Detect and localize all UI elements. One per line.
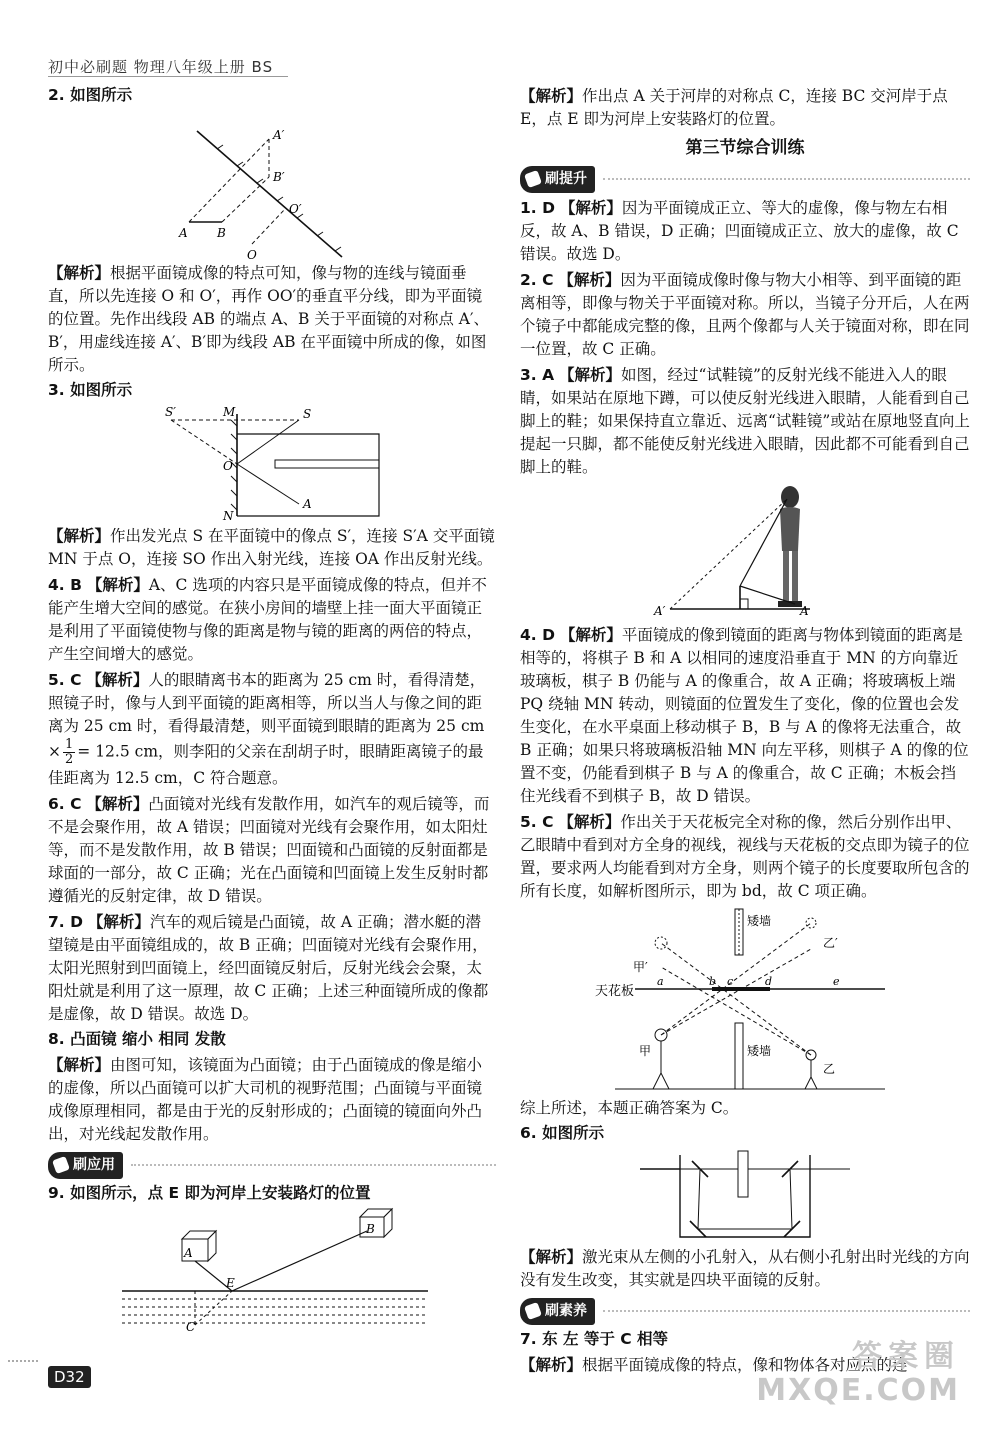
figure-q2 bbox=[177, 109, 367, 259]
q2-analysis-text: 根据平面镜成像的特点可知，像与物的连线与镜面垂直，所以先连接 O 和 O′，再作 OO′的垂直平分线，即为平面镜的位置。先作出线段 AB 的端点 A、B 关于平面镜的对称点 A′、B′，用虚线连接 A′、B′即为线段 AB 在平面镜中所成的像，如图所示。 bbox=[48, 264, 490, 374]
q5-answer: 5. C bbox=[48, 671, 82, 689]
figure-q3 bbox=[157, 404, 387, 522]
r6-analysis-tag: 【解析】 bbox=[520, 1247, 583, 1266]
r2-answer: 2. C bbox=[520, 271, 554, 289]
footer-dots bbox=[8, 1360, 38, 1362]
label-jia-prime: 甲′ bbox=[633, 960, 648, 974]
q6-answer: 6. C bbox=[48, 795, 82, 813]
q6-analysis-tag: 【解析】 bbox=[86, 794, 149, 813]
q2-analysis-tag: 【解析】 bbox=[48, 263, 111, 282]
r6-analysis-text: 激光束从左侧的小孔射入，从右侧小孔射出时光线的方向没有发生改变，其实就是四块平面镜的反射。 bbox=[520, 1248, 970, 1289]
label-wall-bottom: 矮墙 bbox=[747, 1044, 772, 1058]
pen-icon bbox=[524, 170, 542, 188]
label-n: N bbox=[223, 509, 234, 522]
banner-apply: 刷应用 bbox=[48, 1152, 496, 1178]
r6-intro: 6. 如图所示 bbox=[520, 1124, 605, 1142]
label-wall-top: 矮墙 bbox=[747, 914, 772, 928]
pen-icon bbox=[52, 1156, 70, 1174]
label-a: A bbox=[184, 1246, 193, 1260]
left-column bbox=[48, 84, 496, 1335]
label-e: E bbox=[226, 1276, 235, 1290]
label-a-prime: A′ bbox=[273, 128, 285, 142]
q9-intro: 9. 如图所示，点 E 即为河岸上安装路灯的位置 bbox=[48, 1184, 371, 1202]
r5-analysis-text: 作出关于天花板完全对称的像，然后分别作出甲、乙眼睛中看到对方全身的视线，视线与天花板的交点即为镜子的位置，要求两人均能看到对方全身，则两个镜子的长度要取所包含的所有长度，如解析图所示，即为 bd，故 C 项正确。 bbox=[520, 813, 970, 900]
label-s-prime: S′ bbox=[165, 405, 176, 419]
label-ceiling: 天花板 bbox=[595, 984, 635, 999]
q5-fraction: $\frac{1}{2}$ bbox=[65, 737, 74, 767]
r4-analysis-tag: 【解析】 bbox=[559, 625, 622, 644]
q8-analysis-tag: 【解析】 bbox=[48, 1055, 111, 1074]
label-s: S bbox=[303, 407, 312, 421]
q7-answer: 7. D bbox=[48, 913, 83, 931]
page-header: 初中必刷题 物理八年级上册 BS bbox=[48, 58, 274, 76]
label-a: A bbox=[303, 497, 312, 511]
label-yi: 乙 bbox=[823, 1062, 836, 1076]
watermark: 答案圈 MXQE.COM bbox=[756, 1339, 960, 1408]
label-b: B bbox=[217, 226, 226, 240]
r5-answer: 5. C bbox=[520, 813, 554, 831]
q3-analysis-text: 作出发光点 S 在平面镜中的像点 S′，连接 S′A 交平面镜 MN 于点 O，连接 SO 作出入射光线，连接 OA 作出反射光线。 bbox=[48, 527, 495, 568]
r5-analysis-tag: 【解析】 bbox=[558, 812, 621, 831]
r3-analysis-text: 如图，经过“试鞋镜”的反射光线不能进入人的眼睛，如果站在原地下蹲，可以使反射光线进入眼睛，人能看到自己脚上的鞋；如果保持直立靠近、远离“试鞋镜”或站在原地竖直向上提起一只脚，都不能使反射光线进入眼睛，因此都不可能看到自己脚上的鞋。 bbox=[520, 366, 970, 476]
q3-intro: 3. 如图所示 bbox=[48, 381, 133, 399]
label-b: B bbox=[366, 1222, 375, 1236]
figure-q9 bbox=[112, 1207, 432, 1333]
label-c: C bbox=[186, 1320, 196, 1333]
label-e: e bbox=[833, 975, 840, 988]
r7-answer: 7. 东 左 等于 C 相等 bbox=[520, 1330, 669, 1348]
q8-analysis-text: 由图可知，该镜面为凸面镜；由于凸面镜成的像是缩小的虚像，所以凸面镜可以扩大司机的视野范围；凸面镜与平面镜成像原理相同，都是由于光的反射形成的；凸面镜的镜面向外凸出，对光线起发散作用。 bbox=[48, 1056, 483, 1143]
figure-r5 bbox=[595, 905, 895, 1095]
label-o: O bbox=[247, 248, 257, 259]
r7-analysis-text: 根据平面镜成像的特点，像和物体各对应点的连 bbox=[582, 1356, 908, 1374]
label-m: M bbox=[223, 405, 236, 419]
r5-conclusion: 综上所述，本题正确答案为 C。 bbox=[520, 1099, 739, 1117]
label-c: c bbox=[727, 975, 734, 988]
label-jia: 甲 bbox=[639, 1044, 652, 1058]
r2-analysis-text: 因为平面镜成像时像与物大小相等、到平面镜的距离相等，即像与物关于平面镜对称。所以，当镜子分开后，人在两个镜子中都能成完整的像，且两个像都与人关于镜面对称，即在同一位置，故 C 正确。 bbox=[520, 271, 970, 358]
r2-analysis-tag: 【解析】 bbox=[558, 270, 621, 289]
r1-answer: 1. D bbox=[520, 199, 555, 217]
label-a-prime: A′ bbox=[654, 604, 666, 618]
q7-analysis-tag: 【解析】 bbox=[87, 912, 150, 931]
label-a: a bbox=[657, 975, 664, 988]
q4-analysis-tag: 【解析】 bbox=[86, 575, 149, 594]
label-a: A bbox=[179, 226, 188, 240]
label-o-prime: O′ bbox=[289, 202, 302, 216]
r4-analysis-text: 平面镜成的像到镜面的距离与物体到镜面的距离是相等的，将棋子 B 和 A 以相同的速度沿垂直于 MN 的方向靠近玻璃板，棋子 B 仍能与 A 的像重合，故 A 正确；将玻璃板上端 PQ 绕轴 MN 转动，则镜面的位置发生了变化，像的位置也会发生变化，在水平桌面上移动棋子 B，B 与 A 的像将无法重合，故 B 正确；如果只将玻璃板沿轴 MN 向左平移，则棋子 A 的像的位置不变，仍能看到棋子 B 与 A 的像重合，故 C 正确；木板会挡住光线看不到棋子 B，故 D 错误。 bbox=[520, 626, 969, 805]
label-o: O bbox=[223, 459, 233, 473]
q4-analysis-text: A、C 选项的内容只是平面镜成像的特点，但并不能产生增大空间的感觉。在狭小房间的墙壁上挂一面大平面镜正是利用了平面镜使物与像的距离是物与镜的距离的两倍的特点，产生空间增大的感觉。 bbox=[48, 576, 487, 663]
q5-analysis-text-b: = 12.5 cm，则李阳的父亲在刮胡子时，眼睛距离镜子的最佳距离为 12.5 cm，C 符合题意。 bbox=[48, 742, 484, 787]
label-a: A bbox=[800, 604, 809, 618]
q5-analysis-text-a: 人的眼睛离书本的距离为 25 cm 时，看得清楚，照镜子时，像与人到平面镜的距离相等，所以当人与像之间的距离为 25 cm 时，看得最清楚，则平面镜到眼睛的距离为 25 cm × bbox=[48, 671, 486, 761]
label-yi-prime: 乙′ bbox=[823, 936, 838, 950]
q4-answer: 4. B bbox=[48, 576, 82, 594]
pen-icon bbox=[524, 1302, 542, 1320]
r7-analysis-tag: 【解析】 bbox=[520, 1355, 583, 1374]
r1-analysis-tag: 【解析】 bbox=[559, 198, 622, 217]
label-b-prime: B′ bbox=[273, 170, 285, 184]
r4-answer: 4. D bbox=[520, 626, 555, 644]
section-title: 第三节综合训练 bbox=[685, 138, 805, 158]
r1-analysis-text: 因为平面镜成正立、等大的虚像，像与物左右相反，故 A、B 错误，D 正确；凹面镜成正立、放大的虚像，故 C 错误。故选 D。 bbox=[520, 199, 959, 263]
r3-analysis-tag: 【解析】 bbox=[559, 365, 622, 384]
q9-analysis-text: 作出点 A 关于河岸的对称点 C，连接 BC 交河岸于点 E，点 E 即为河岸上安装路灯的位置。 bbox=[520, 87, 948, 128]
q9-analysis-tag: 【解析】 bbox=[520, 86, 583, 105]
q3-analysis-tag: 【解析】 bbox=[48, 526, 111, 545]
header-divider bbox=[48, 76, 288, 77]
q8-answer: 8. 凸面镜 缩小 相同 发散 bbox=[48, 1030, 226, 1048]
r3-answer: 3. A bbox=[520, 366, 555, 384]
q5-analysis-tag: 【解析】 bbox=[86, 670, 149, 689]
label-b: b bbox=[709, 975, 717, 988]
banner-literacy: 刷素养 bbox=[520, 1298, 970, 1324]
right-column bbox=[520, 84, 970, 1379]
q6-analysis-text: 凸面镜对光线有发散作用，如汽车的观后镜等，而不是会聚作用，故 A 错误；凹面镜对光线有会聚作用，如太阳灶等，而不是发散作用，故 B 错误；凹面镜和凸面镜的反射面都是球面的一部分，故 C 正确；光在凸面镜和凹面镜上发生反射时都遵循光的反射定律，故 D 错误。 bbox=[48, 795, 490, 905]
page-number: D32 bbox=[48, 1366, 91, 1388]
label-d: d bbox=[765, 975, 773, 988]
banner-improve: 刷提升 bbox=[520, 166, 970, 192]
q2-intro: 2. 如图所示 bbox=[48, 86, 133, 104]
q7-analysis-text: 汽车的观后镜是凸面镜，故 A 正确；潜水艇的潜望镜是由平面镜组成的，故 B 正确；凹面镜对光线有会聚作用，太阳光照射到凹面镜上，经凹面镜反射后，反射光线会会聚，太阳灶就是利用了这一原理，故 C 正确；上述三种面镜所成的像都是虚像，故 D 错误。故选 D。 bbox=[48, 913, 489, 1023]
figure-r6 bbox=[640, 1147, 850, 1243]
figure-r3 bbox=[650, 481, 840, 621]
